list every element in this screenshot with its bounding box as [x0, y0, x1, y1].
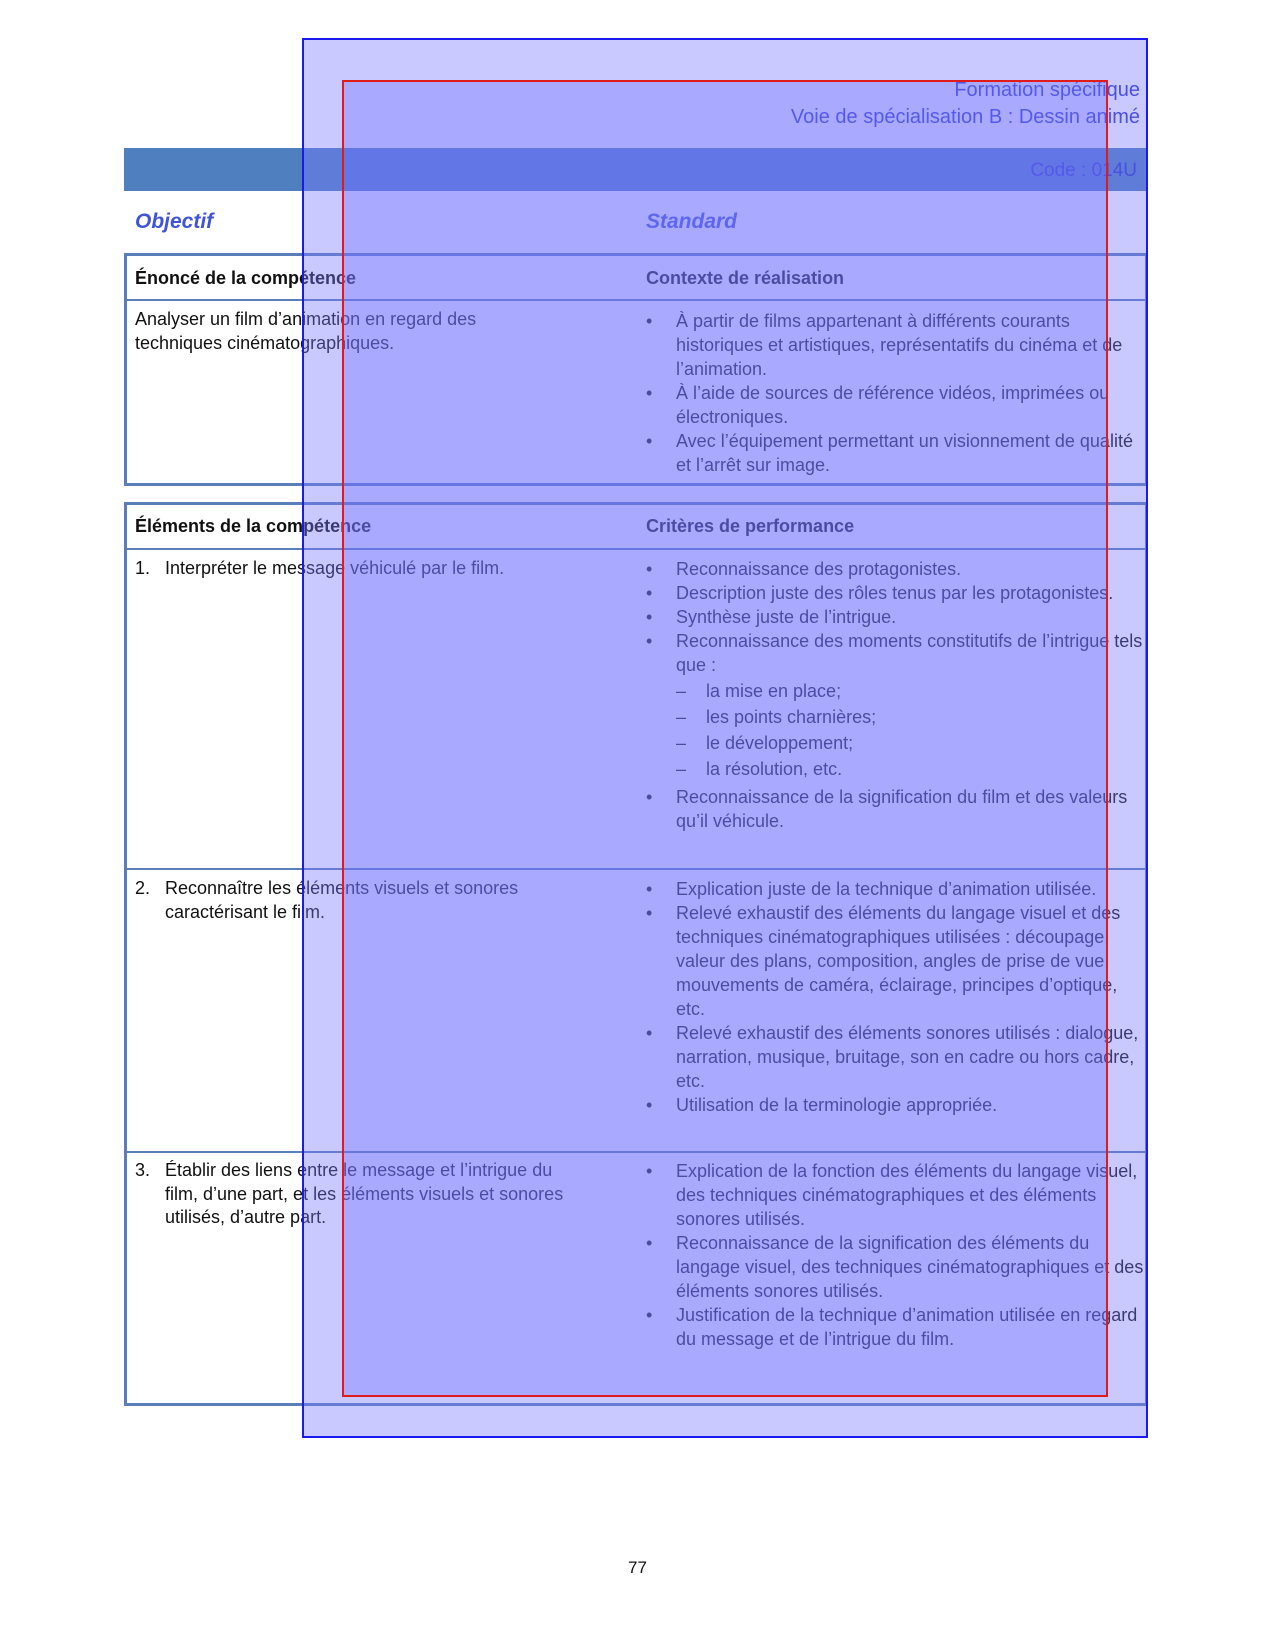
element-text: Interpréter le message véhiculé par le film. — [165, 558, 505, 578]
header-band — [124, 148, 1148, 191]
list-item: • Explication de la fonction des éléments du langage visuel, des techniques cinématographiques et des éléments sonores utilisés. — [646, 1159, 1146, 1231]
element-text: Reconnaître les éléments visuels et sonores caractérisant le film. — [165, 878, 519, 922]
elements-heading: Éléments de la compétence — [135, 516, 372, 536]
list-item: • Relevé exhaustif des éléments du langage visuel et des techniques cinématographiques utilisées : découpage, valeur des plans, composition, angles de prise de vue, mouvements de caméra, éclairage, principes d’optique, etc. — [646, 901, 1146, 1021]
list-item: • Synthèse juste de l’intrigue. — [646, 605, 1146, 629]
list-item: • Reconnaissance de la signification des éléments du langage visuel, des techniques cinématographiques et des éléments sonores utilisés. — [646, 1231, 1146, 1303]
list-item: • Reconnaissance de la signification du film et des valeurs qu’il véhicule. — [646, 785, 1146, 833]
header-line-2: Voie de spécialisation B : Dessin animé — [790, 106, 1140, 128]
list-subitem: – le développement; — [646, 731, 1146, 755]
list-item: • Avec l’équipement permettant un visionnement de qualité et l’arrêt sur image. — [646, 429, 1146, 477]
column-heading-standard: Standard — [646, 210, 738, 233]
list-subitem: – les points charnières; — [646, 705, 1146, 729]
element-number: 1. — [135, 558, 151, 578]
criteres-list-3 — [646, 1159, 1146, 1351]
page-number: 77 — [628, 1558, 647, 1577]
element-number: 2. — [135, 878, 151, 898]
list-item: • Reconnaissance des protagonistes. — [646, 557, 1146, 581]
element-number: 3. — [135, 1160, 151, 1180]
list-item: • À partir de films appartenant à différents courants historiques et artistiques, représentatifs du cinéma et de l’animation. — [646, 309, 1146, 381]
contexte-heading: Contexte de réalisation — [646, 268, 845, 288]
column-heading-objectif: Objectif — [135, 210, 214, 233]
list-item: • À l’aide de sources de référence vidéos, imprimées ou électroniques. — [646, 381, 1146, 429]
competency-code: Code : 014U — [1030, 160, 1137, 181]
list-item: • Utilisation de la terminologie appropriée. — [646, 1093, 1146, 1117]
enonce-text: Analyser un film d’animation en regard des techniques cinématographiques. — [135, 309, 477, 353]
list-item: • Description juste des rôles tenus par les protagonistes. — [646, 581, 1146, 605]
header-line-1: Formation spécifique — [954, 79, 1140, 101]
element-text: Établir des liens entre le message et l’intrigue du film, d’une part, et les éléments visuels et sonores utilisés, d’autre part. — [165, 1160, 564, 1227]
list-subitem: – la résolution, etc. — [646, 757, 1146, 781]
list-item: • Reconnaissance des moments constitutifs de l’intrigue tels que : — [646, 629, 1146, 677]
criteres-list-2 — [646, 877, 1146, 1117]
list-item: • Relevé exhaustif des éléments sonores utilisés : dialogue, narration, musique, bruitage, son en cadre ou hors cadre, etc. — [646, 1021, 1146, 1093]
criteres-heading: Critères de performance — [646, 516, 855, 536]
criteres-list-1 — [646, 557, 1146, 833]
enonce-heading: Énoncé de la compétence — [135, 268, 357, 288]
list-item: • Justification de la technique d’animation utilisée en regard du message et de l’intrigue du film. — [646, 1303, 1146, 1351]
list-item: • Explication juste de la technique d’animation utilisée. — [646, 877, 1146, 901]
contexte-list — [646, 309, 1146, 477]
document-header — [791, 77, 1140, 131]
list-subitem: – la mise en place; — [646, 679, 1146, 703]
